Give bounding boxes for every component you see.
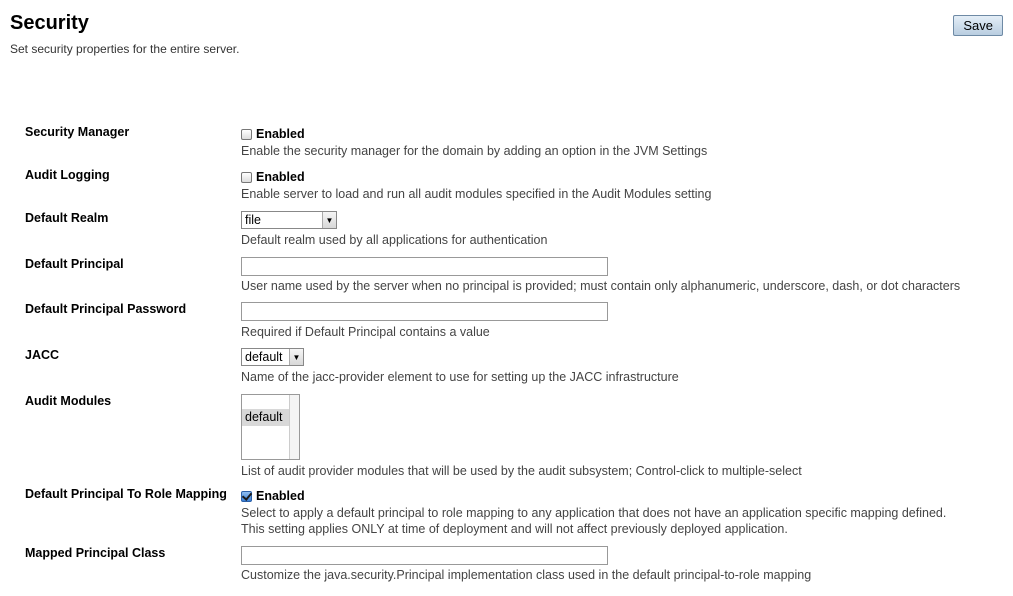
audit-logging-label: Audit Logging [25,168,110,182]
audit-modules-label: Audit Modules [25,394,112,408]
default-principal-label: Default Principal [25,257,124,271]
audit-logging-help: Enable server to load and run all audit modules specified in the Audit Modules setting [241,187,712,201]
audit-modules-help: List of audit provider modules that will be used by the audit subsystem; Control-click to multiple-select [241,464,802,478]
default-principal-password-label: Default Principal Password [25,302,187,316]
default-realm-label: Default Realm [25,211,109,225]
default-principal-password-input[interactable] [241,302,608,321]
jacc-help: Name of the jacc-provider element to use for setting up the JACC infrastructure [241,370,679,384]
mapped-principal-class-input[interactable] [241,546,608,565]
role-mapping-enabled-label[interactable]: Enabled [256,489,305,503]
security-manager-checkbox[interactable] [241,129,252,140]
default-realm-select[interactable] [241,211,337,229]
audit-modules-option[interactable]: default [242,409,290,426]
security-manager-label: Security Manager [25,125,130,139]
chevron-down-icon[interactable]: ▼ [289,349,303,365]
jacc-value: default [245,350,283,364]
role-mapping-label: Default Principal To Role Mapping [25,487,227,501]
audit-logging-enabled-label[interactable]: Enabled [256,170,305,184]
jacc-label: JACC [25,348,60,362]
mapped-principal-class-label: Mapped Principal Class [25,546,166,560]
save-button[interactable]: Save [953,15,1003,36]
page-subtitle: Set security properties for the entire server. [10,42,240,56]
listbox-scrollbar[interactable] [289,395,299,459]
mapped-principal-class-help: Customize the java.security.Principal implementation class used in the default principal-to-role mapping [241,568,812,582]
chevron-down-icon[interactable]: ▼ [322,212,336,228]
page-title: Security [10,12,89,34]
audit-modules-listbox[interactable] [241,394,300,460]
default-realm-help: Default realm used by all applications for authentication [241,233,548,247]
default-principal-password-help: Required if Default Principal contains a value [241,325,490,339]
security-manager-help: Enable the security manager for the domain by adding an option in the JVM Settings [241,144,708,158]
role-mapping-checkbox[interactable] [241,491,252,502]
role-mapping-help-line2: This setting applies ONLY at time of deployment and will not affect previously deployed application. [241,522,788,536]
default-realm-value: file [245,213,261,227]
security-manager-enabled-label[interactable]: Enabled [256,127,305,141]
role-mapping-help-line1: Select to apply a default principal to role mapping to any application that does not have an application specific mapping defined. [241,506,947,520]
default-principal-help: User name used by the server when no principal is provided; must contain only alphanumeric, underscore, dash, or dot characters [241,279,961,293]
default-principal-input[interactable] [241,257,608,276]
audit-logging-checkbox[interactable] [241,172,252,183]
jacc-select[interactable] [241,348,304,366]
